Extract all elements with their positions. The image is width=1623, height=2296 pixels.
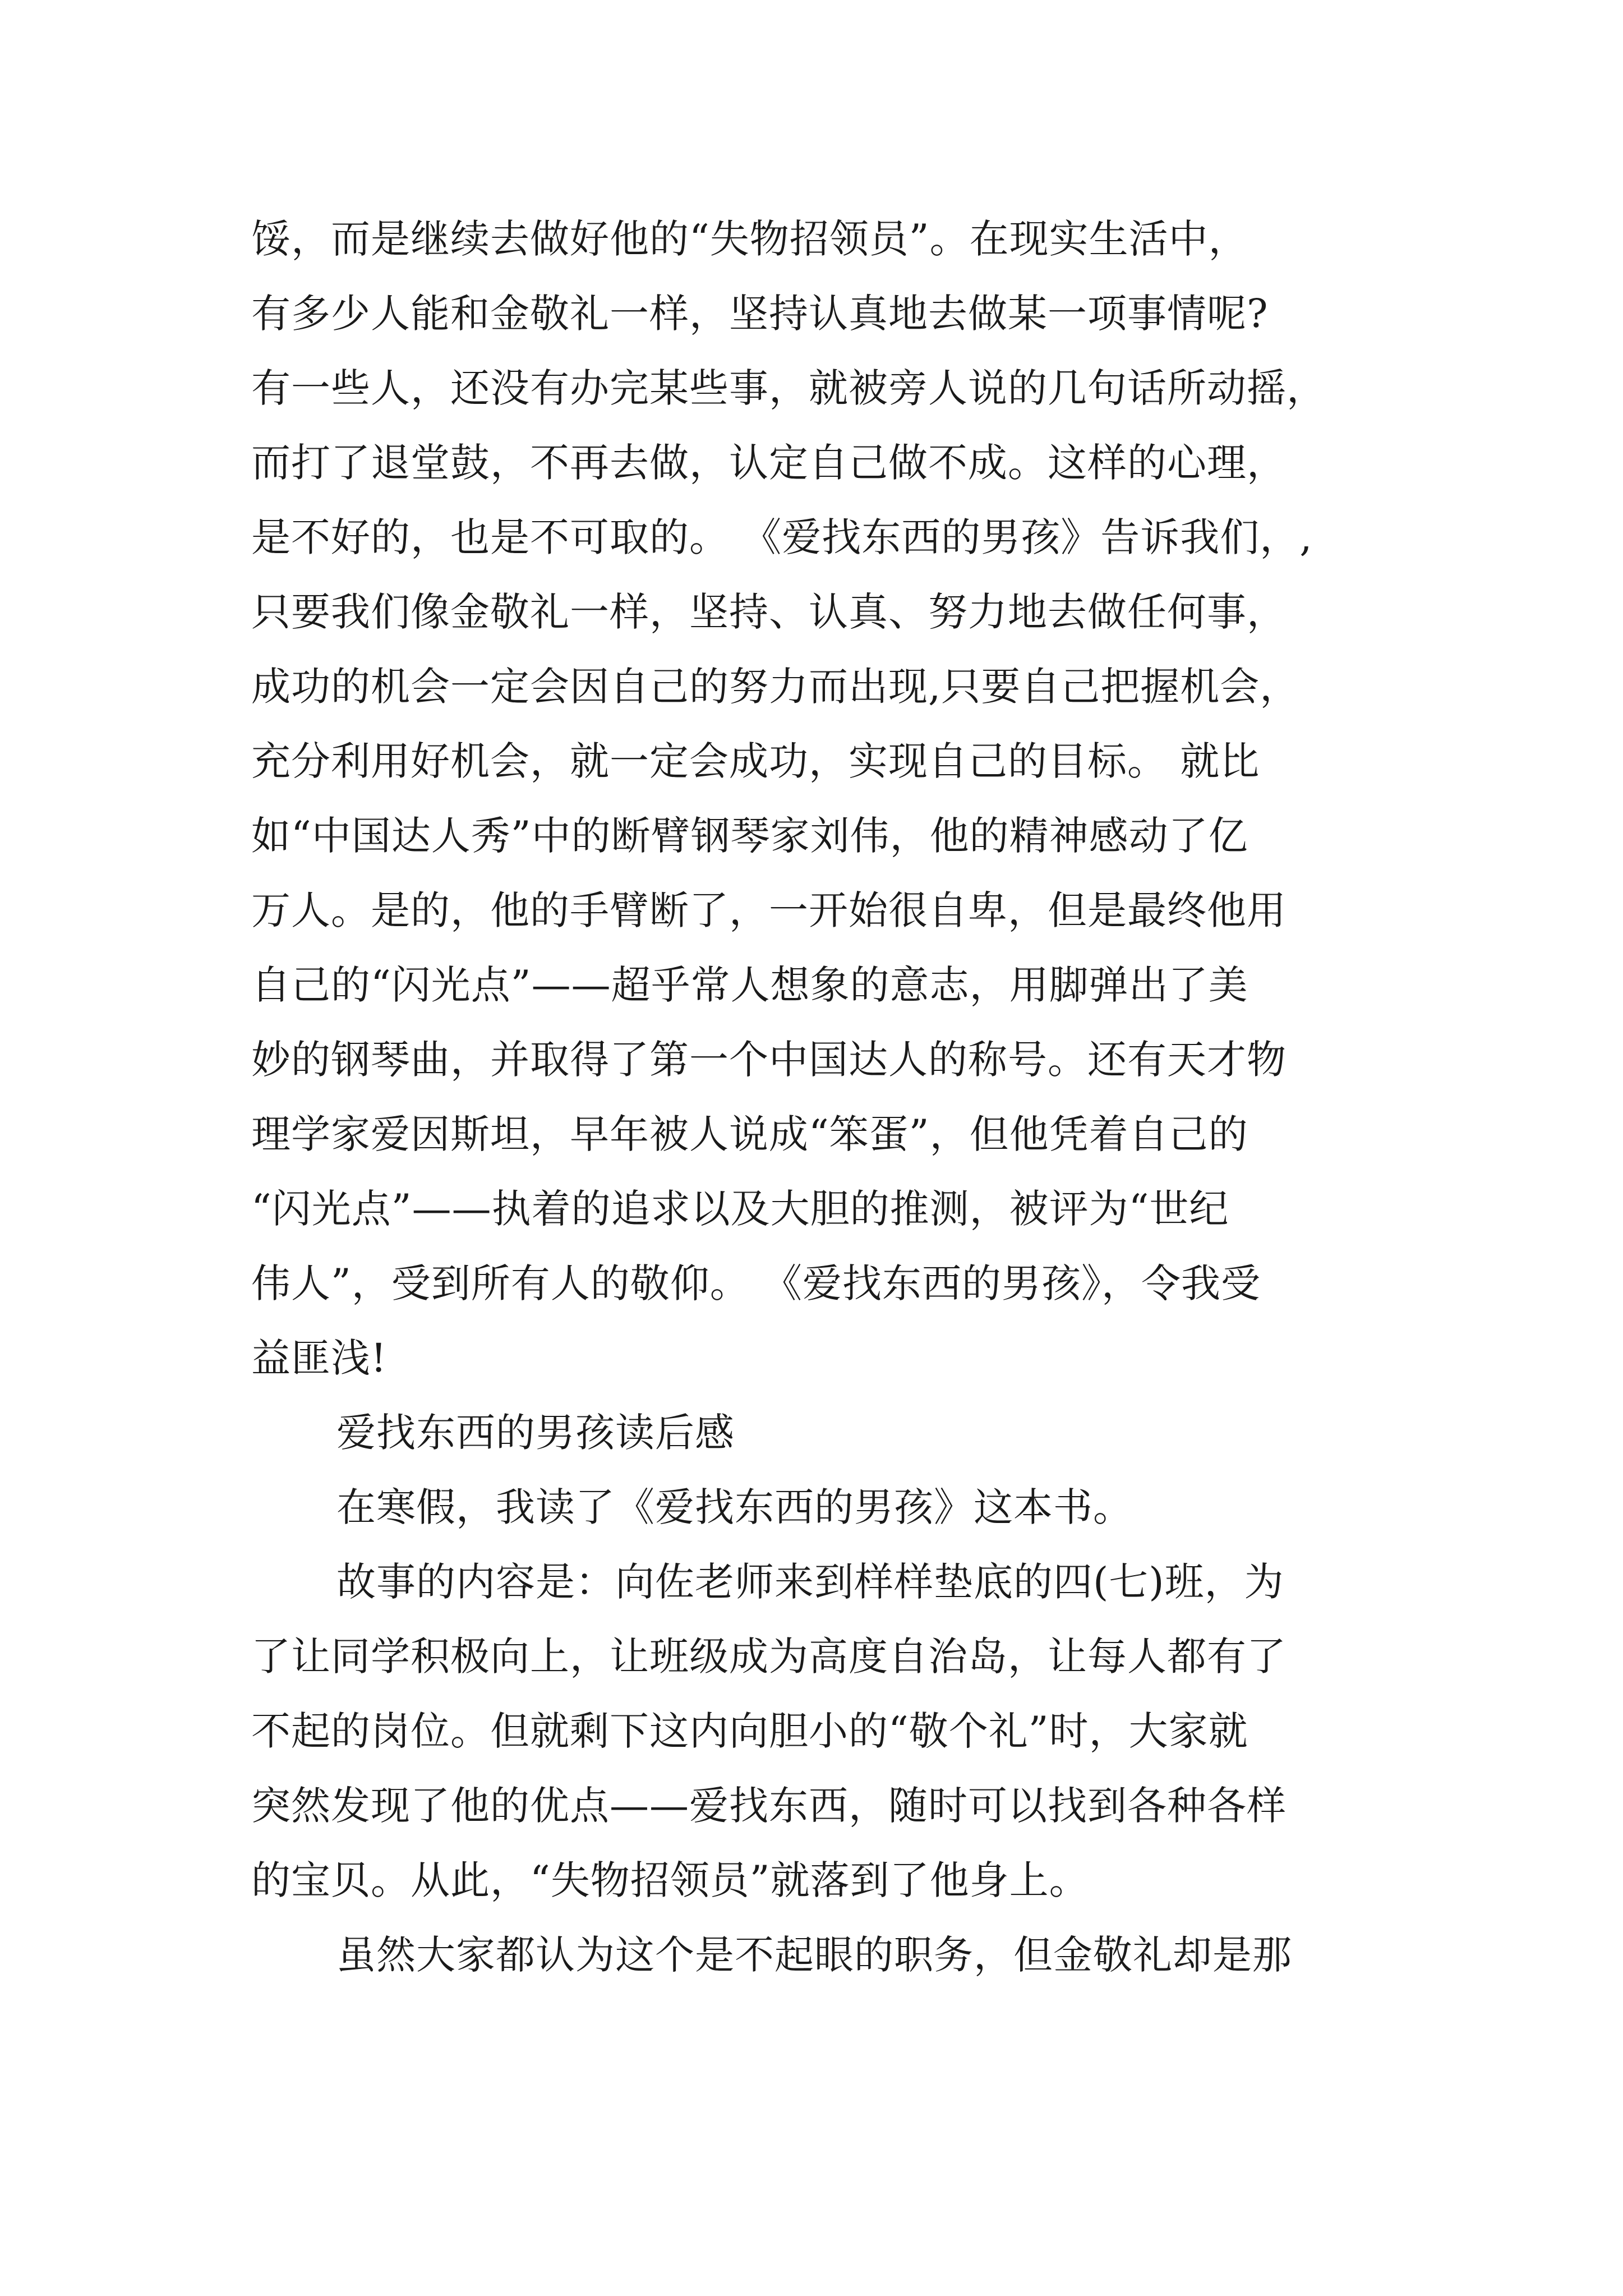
text-line: 的宝贝。从此，“失物招领员”就落到了他身上。	[251, 1857, 1089, 1903]
text-line: 不起的岗位。但就剩下这内向胆小的“敬个礼”时，大家就	[251, 1708, 1248, 1754]
text-line: 是不好的，也是不可取的。 《爱找东西的男孩》告诉我们，,	[251, 514, 1313, 560]
text-line: 妙的钢琴曲，并取得了第一个中国达人的称号。还有天才物	[251, 1037, 1287, 1083]
text-line: 充分利用好机会，就一定会成功，实现自己的目标。 就比	[251, 738, 1260, 784]
text-line: 了让同学积极向上，让班级成为高度自治岛，让每人都有了	[251, 1634, 1287, 1680]
text-line: 只要我们像金敬礼一样，坚持、认真、努力地去做任何事，	[251, 589, 1287, 635]
text-line: 理学家爱因斯坦，早年被人说成“笨蛋”，但他凭着自己的	[251, 1111, 1248, 1157]
paragraph-start: 在寒假，我读了《爱找东西的男孩》这本书。	[336, 1484, 1133, 1530]
section-title: 爱找东西的男孩读后感	[336, 1410, 735, 1456]
text-line: 突然发现了他的优点——爱找东西，随时可以找到各种各样	[251, 1783, 1287, 1829]
text-line: 益匪浅!	[251, 1335, 388, 1381]
text-line: 馁，而是继续去做好他的“失物招领员”。在现实生活中，	[251, 216, 1248, 262]
text-line: 自己的“闪光点”——超乎常人想象的意志，用脚弹出了美	[251, 962, 1248, 1008]
document-body	[251, 202, 1412, 1993]
text-line: 伟人”，受到所有人的敬仰。 《爱找东西的男孩》，令我受	[251, 1260, 1261, 1306]
text-line: 成功的机会一定会因自己的努力而出现,只要自己把握机会，	[251, 664, 1300, 710]
paragraph-start: 故事的内容是：向佐老师来到样样垫底的四(七)班，为	[336, 1559, 1284, 1605]
text-line: 如“中国达人秀”中的断臂钢琴家刘伟，他的精神感动了亿	[251, 813, 1248, 859]
paragraph-start: 虽然大家都认为这个是不起眼的职务，但金敬礼却是那	[336, 1932, 1292, 1978]
text-line: 而打了退堂鼓，不再去做，认定自己做不成。这样的心理，	[251, 440, 1287, 486]
text-line: 有一些人，还没有办完某些事，就被旁人说的几句话所动摇，	[251, 365, 1326, 411]
text-line: 有多少人能和金敬礼一样，坚持认真地去做某一项事情呢?	[251, 291, 1269, 337]
text-line: “闪光点”——执着的追求以及大胆的推测，被评为“世纪	[251, 1186, 1229, 1232]
text-line: 万人。是的，他的手臂断了，一开始很自卑，但是最终他用	[251, 887, 1287, 933]
